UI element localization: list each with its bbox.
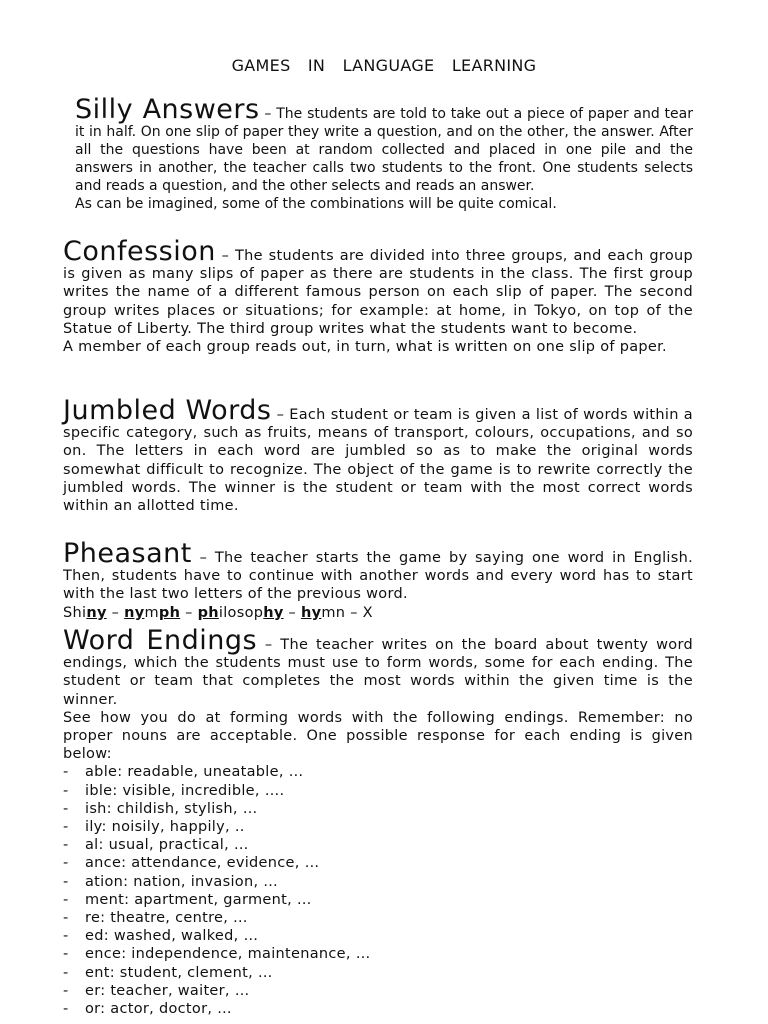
section-body-text: The students are divided into three groups, and each group is given as many slips of paper as there are students in the class. The first group writes the name of a different famous person on each slip of paper. The second group writes places or situations; for example: at home, in Tokyo, on top of the Statue of Liberty. The third group writes what the students want to become.	[63, 248, 693, 337]
list-item	[63, 909, 693, 927]
list-item	[63, 818, 693, 836]
chain-separator: –	[106, 604, 125, 621]
list-bullet: -	[63, 1001, 69, 1018]
list-item-text: ence: independence, maintenance, …	[85, 946, 371, 963]
endings-list	[63, 763, 693, 1018]
list-item	[63, 800, 693, 818]
section-paragraph: See how you do at forming words with the following endings. Remember: no proper nouns are acceptable. One possible response for each ending is given below:	[63, 709, 693, 763]
section-pheasant	[63, 540, 693, 622]
section-paragraph	[63, 540, 693, 604]
word-chain-example	[63, 604, 693, 622]
section-jumbled-words	[63, 397, 693, 515]
section-body-text: The teacher writes on the board about twenty word endings, which the students must use to form words, some for each ending. The student or team that completes the most words within the given time is the winner.	[63, 637, 693, 708]
list-item	[63, 927, 693, 945]
list-bullet: -	[63, 982, 69, 999]
list-item	[63, 763, 693, 781]
list-item-text: ent: student, clement, …	[85, 964, 273, 981]
list-item-text: ation: nation, invasion, …	[85, 873, 279, 890]
chain-highlight: ny	[86, 604, 107, 621]
list-bullet: -	[63, 764, 69, 781]
chain-word-part: Shi	[63, 604, 87, 621]
list-bullet: -	[63, 855, 69, 872]
section-heading: Confession	[63, 236, 216, 267]
list-item-text: able: readable, uneatable, …	[85, 764, 304, 781]
chain-word-part: X	[362, 604, 373, 621]
list-bullet: -	[63, 946, 69, 963]
section-paragraph	[63, 627, 693, 709]
list-item	[63, 891, 693, 909]
list-item	[63, 854, 693, 872]
section-body-text: Each student or team is given a list of words within a specific category, such as fruits, means of transport, colours, occupations, and so on. The letters in each word are jumbled so as to make the original words somewhat difficult to recognize. The object of the game is to rewrite correctly the jumbled words. The winner is the student or team with the most correct words within an allotted time.	[63, 407, 693, 515]
section-paragraph: As can be imagined, some of the combinations will be quite comical.	[75, 196, 557, 212]
list-bullet: -	[63, 891, 69, 908]
list-bullet: -	[63, 819, 69, 836]
section-paragraph	[63, 397, 693, 515]
list-bullet: -	[63, 964, 69, 981]
list-item	[63, 782, 693, 800]
section-paragraph: A member of each group reads out, in turn, what is written on one slip of paper.	[63, 339, 667, 356]
list-item-text: ment: apartment, garment, …	[85, 891, 312, 908]
section-heading: Jumbled Words	[63, 395, 272, 426]
section-word-endings	[63, 627, 693, 1018]
chain-separator: –	[180, 604, 198, 621]
list-item	[63, 1000, 693, 1018]
section-body-text: The students are told to take out a piece of paper and tear it in half. On one slip of paper they write a question, and on the other, the answer. After all the questions have been at random collected and placed in one pile and the answers in another, the teacher calls two students to the front. One students selects and reads a question, and the other selects and reads an answer.	[75, 106, 693, 194]
list-item	[63, 836, 693, 854]
chain-highlight: hy	[263, 604, 284, 621]
section-paragraph	[63, 238, 693, 338]
section-paragraph	[75, 96, 693, 195]
chain-highlight: hy	[301, 604, 322, 621]
list-item	[63, 873, 693, 891]
section-heading: Silly Answers	[75, 94, 260, 125]
chain-separator: –	[345, 604, 363, 621]
list-item-text: ible: visible, incredible, ….	[85, 782, 285, 799]
list-bullet: -	[63, 782, 69, 799]
list-bullet: -	[63, 873, 69, 890]
heading-dash: –	[259, 106, 277, 122]
list-bullet: -	[63, 910, 69, 927]
list-item	[63, 945, 693, 963]
chain-word-part: mn	[321, 604, 346, 621]
chain-highlight: ph	[197, 604, 219, 621]
list-item-text: ance: attendance, evidence, …	[85, 855, 320, 872]
list-item-text: ish: childish, stylish, …	[85, 800, 258, 817]
heading-dash: –	[191, 550, 215, 566]
list-item-text: ed: washed, walked, …	[85, 928, 259, 945]
section-body-text: The teacher starts the game by saying one word in English. Then, students have to continue with another words and every word has to start with the last two letters of the previous word.	[63, 550, 693, 603]
section-silly-answers	[75, 96, 693, 213]
list-item-text: re: theatre, centre, …	[85, 910, 248, 927]
list-bullet: -	[63, 928, 69, 945]
page-title: GAMES IN LANGUAGE LEARNING	[231, 56, 537, 75]
chain-highlight: ph	[158, 604, 181, 621]
list-item	[63, 964, 693, 982]
list-bullet: -	[63, 837, 69, 854]
heading-dash: –	[215, 248, 235, 264]
list-item-text: er: teacher, waiter, …	[85, 982, 250, 999]
list-item	[63, 982, 693, 1000]
chain-separator: –	[283, 604, 301, 621]
chain-highlight: ny	[124, 604, 145, 621]
chain-word-part: ilosop	[218, 604, 264, 621]
chain-word-part: m	[144, 604, 159, 621]
list-bullet: -	[63, 800, 69, 817]
list-item-text: al: usual, practical, …	[85, 837, 249, 854]
list-item-text: ily: noisily, happily, ..	[85, 819, 245, 836]
section-heading: Word Endings	[63, 625, 258, 656]
section-confession	[63, 238, 693, 356]
section-heading: Pheasant	[63, 538, 192, 569]
heading-dash: –	[271, 407, 290, 423]
heading-dash: –	[257, 637, 281, 653]
list-item-text: or: actor, doctor, …	[85, 1001, 232, 1018]
